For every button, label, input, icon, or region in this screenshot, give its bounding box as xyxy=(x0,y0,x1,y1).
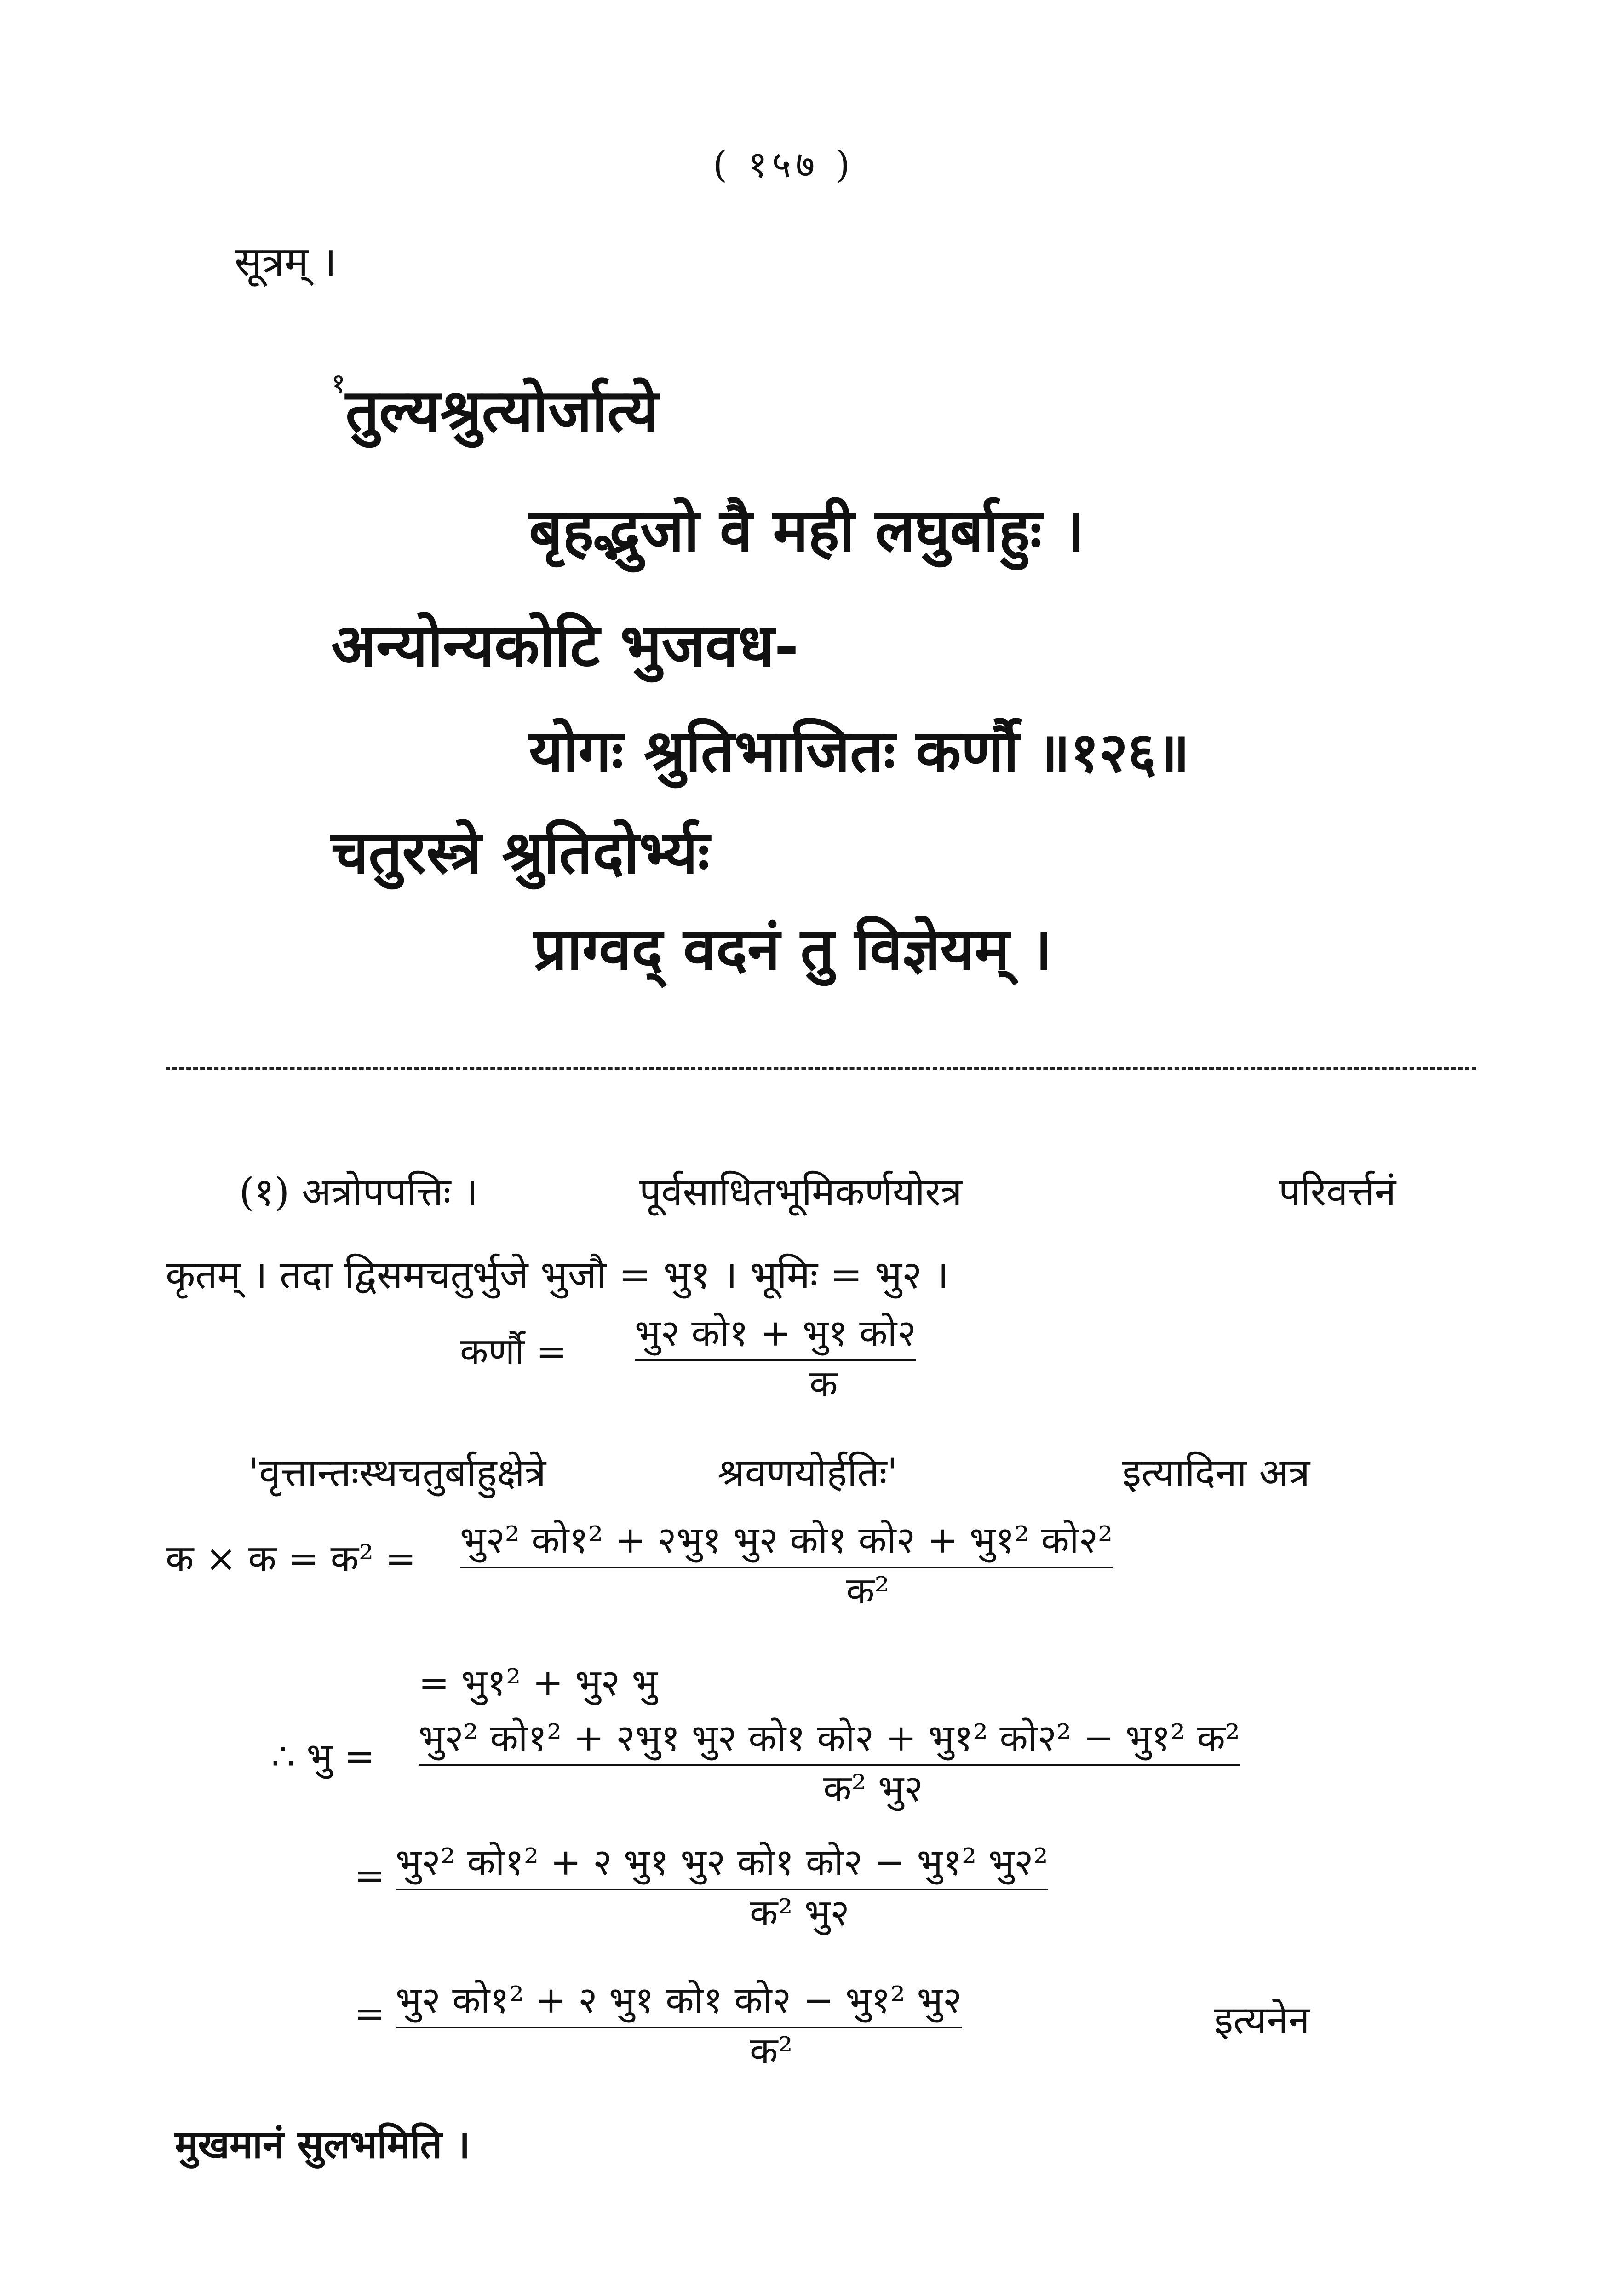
quote-text-c: इत्यादिना अत्र xyxy=(1122,1450,1310,1495)
footnote-marker: (१) xyxy=(239,1169,290,1215)
verse-line-4-text: योगः श्रुतिभाजितः कर्णौ xyxy=(529,717,1019,786)
verse-line-1-text: तुल्यश्रुत्योर्जात्ये xyxy=(345,376,659,445)
footnote-separator xyxy=(166,1067,1476,1070)
equation-3: = भु१² + भु२ भु xyxy=(419,1661,658,1704)
eq6-denominator: क² xyxy=(750,2029,793,2072)
eq5-lhs: = xyxy=(354,1854,385,1897)
footnote-line-2: कृतम् । तदा द्विसमचतुर्भुजे भुजौ = भु१ । भूमिः = भु२ । xyxy=(166,1252,949,1297)
eq6-lhs: = xyxy=(354,1992,385,2035)
verse-line-4 xyxy=(529,708,1189,789)
verse-line-5: चतुरस्त्रे श्रुतिदोर्भ्यः xyxy=(331,818,710,887)
eq2-lhs: क × क = क² = xyxy=(166,1537,416,1580)
eq2-numerator: भु२² को१² + २भु१ भु२ को१ को२ + भु१² को२² xyxy=(460,1514,1113,1568)
verse-number: ॥१२६॥ xyxy=(1037,720,1190,785)
verse-line-1 xyxy=(331,368,659,449)
eq1-numerator: भु२ को१ + भु१ को२ xyxy=(635,1307,916,1361)
eq4-numerator: भु२² को१² + २भु१ भु२ को१ को२ + भु१² को२² − भु१² क² xyxy=(419,1711,1240,1766)
quote-text-b: श्रवणयोर्हतिः' xyxy=(717,1450,898,1495)
eq6-numerator: भु२ को१² + २ भु१ को१ को२ − भु१² भु२ xyxy=(396,1974,962,2028)
footnote-text-b: परिवर्त्तनं xyxy=(1279,1169,1396,1215)
eq2-denominator: क² xyxy=(846,1569,889,1612)
closing-line: मुखमानं सुलभमिति । xyxy=(175,2121,471,2167)
sutram-heading: सूत्रम् । xyxy=(235,238,337,285)
quote-text-a: 'वृत्तान्तःस्थचतुर्बाहुक्षेत्रे xyxy=(248,1450,546,1495)
footnote-intro xyxy=(239,1164,478,1217)
equation-4 xyxy=(271,1711,1536,1813)
footnote-text-a: पूर्वसाधितभूमिकर्णयोरत्र xyxy=(639,1169,962,1215)
verse-line-6: प्राग्वद् वदनं तु विज्ञेयम् । xyxy=(534,915,1053,984)
footnote-label: अत्रोपपत्तिः । xyxy=(301,1169,478,1215)
page-number: ( १५७ ) xyxy=(713,143,855,186)
eq4-lhs: ∴ भु = xyxy=(271,1735,375,1778)
equation-1 xyxy=(460,1307,1104,1408)
eq1-denominator: क xyxy=(809,1362,838,1405)
verse-line-3: अन्योन्यकोटि भुजवध- xyxy=(331,611,799,680)
equation-5 xyxy=(354,1836,1366,1937)
eq1-lhs: कर्णौ = xyxy=(460,1330,567,1373)
eq5-denominator: क² भु२ xyxy=(750,1891,849,1934)
ityanena-text: इत्यनेन xyxy=(1214,1998,1310,2043)
equation-6 xyxy=(354,1974,1228,2075)
eq4-denominator: क² भु२ xyxy=(823,1767,923,1810)
equation-2 xyxy=(166,1514,1407,1615)
verse-line-2: बृहद्भुजो वै मही लघुर्बाहुः । xyxy=(529,496,1085,565)
eq5-numerator: भु२² को१² + २ भु१ भु२ को१ को२ − भु१² भु२² xyxy=(396,1836,1048,1890)
footnote-reference: १ xyxy=(331,368,346,400)
